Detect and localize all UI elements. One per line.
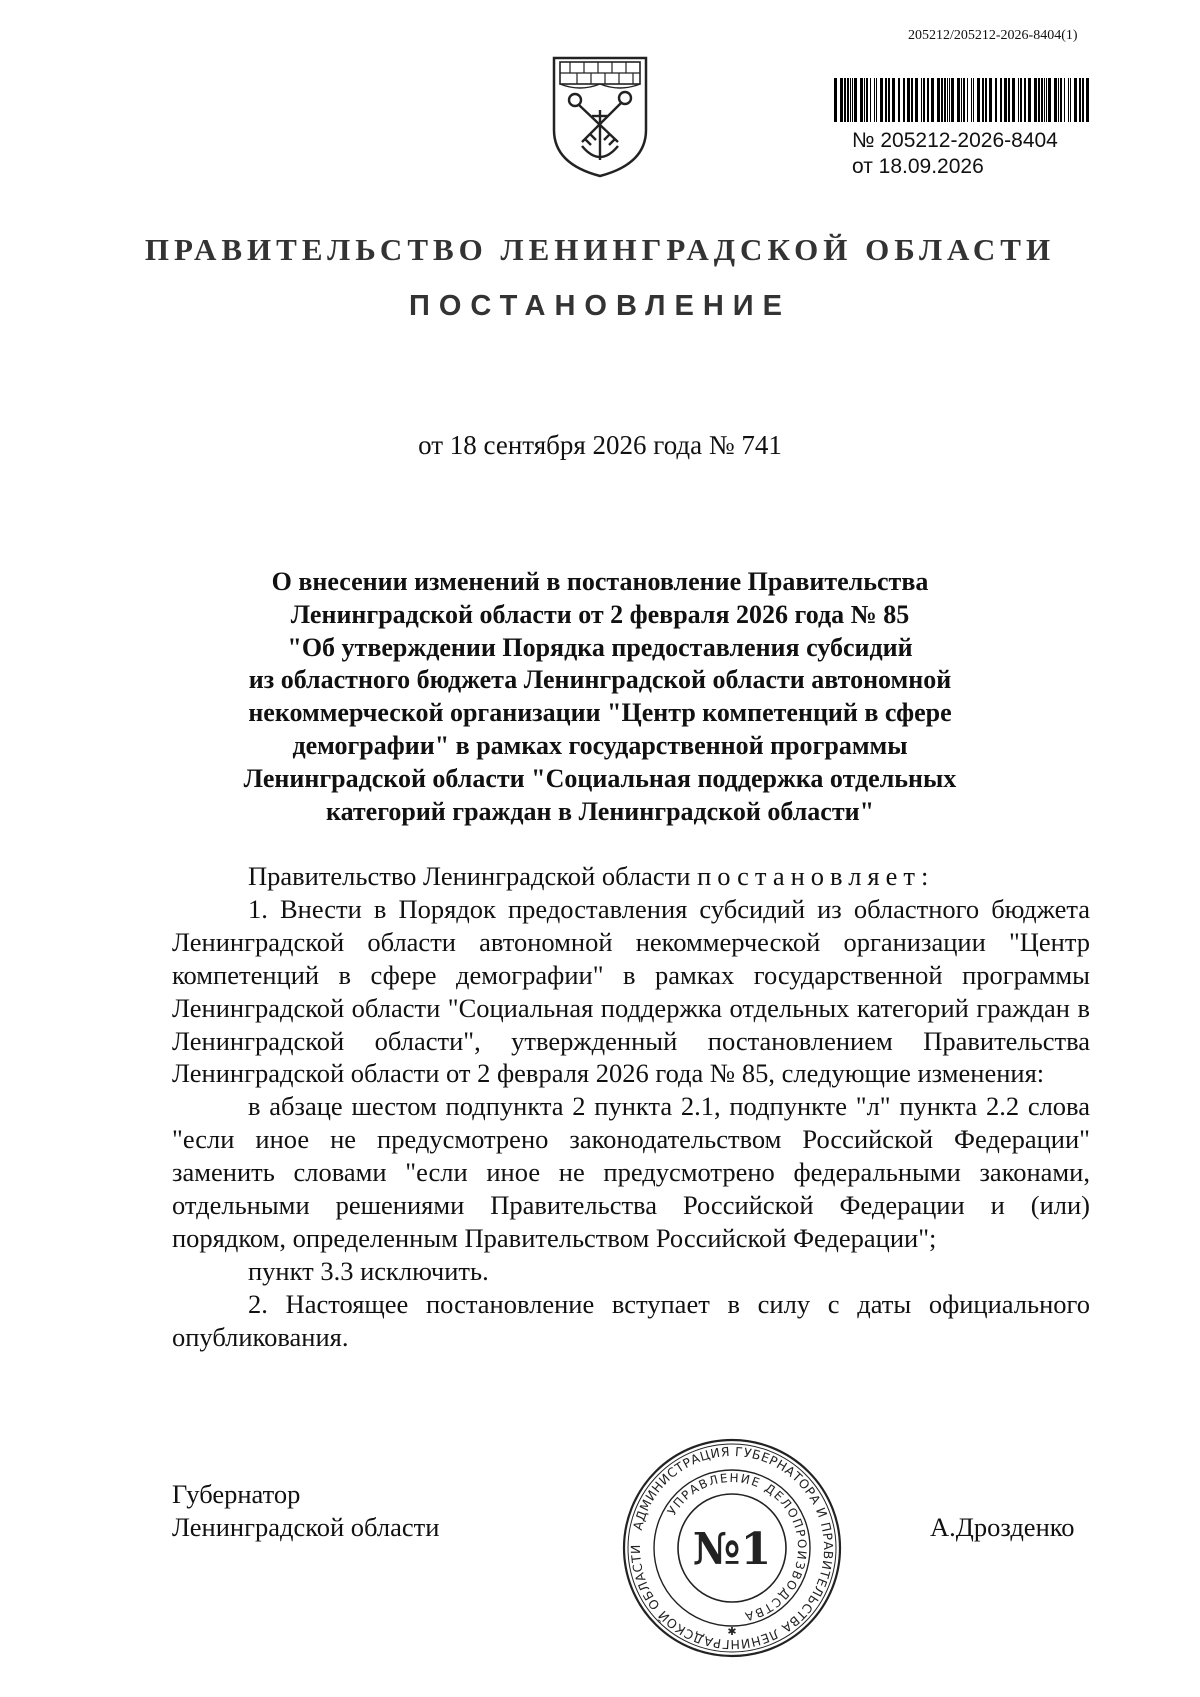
subject-line: категорий граждан в Ленинградской области" xyxy=(325,796,875,826)
paragraph-amendment: в абзаце шестом подпункта 2 пункта 2.1, подпункте "л" пункта 2.2 слова "если иное не предусмотрено законодательством Российской Федерации" заменить словами "если иное не предусмотрено федеральными законами, отдельными решениями Правительства Российской Федерации и (или) порядком, определенным Правительством Российской Федерации"; xyxy=(172,1091,1090,1253)
decree-date-number: от 18 сентября 2026 года № 741 xyxy=(418,430,782,460)
stamp-inner-text: УПРАВЛЕНИЕ ДЕЛОПРОИЗВОДСТВА xyxy=(664,1470,810,1624)
subject-line: "Об утверждении Порядка предоставления субсидий xyxy=(287,632,913,662)
registration-date: от 18.09.2026 xyxy=(852,155,984,178)
signatory-name: А.Дрозденко xyxy=(930,1512,1075,1542)
decree-body xyxy=(172,860,1090,1354)
registration-number: № 205212-2026-8404 xyxy=(852,129,1058,152)
paragraph-2: 2. Настоящее постановление вступает в силу с даты официального опубликования. xyxy=(172,1288,1090,1352)
decree-subject xyxy=(180,566,1020,828)
paragraph-exclusion: пункт 3.3 исключить. xyxy=(248,1255,489,1286)
subject-line: О внесении изменений в постановление Правительства xyxy=(271,567,929,596)
document-id: 205212/205212-2026-8404(1) xyxy=(908,28,1078,43)
subject-line: Ленинградской области "Социальная поддержка отдельных xyxy=(243,763,957,793)
stamp-center-text: №1 xyxy=(692,1524,772,1575)
barcode-icon xyxy=(834,78,1096,122)
position-line: Ленинградской области xyxy=(172,1512,440,1542)
stamp-outer-text: АДМИНИСТРАЦИЯ ГУБЕРНАТОРА И ПРАВИТЕЛЬСТВА ЛЕНИНГРАДСКОЙ ОБЛАСТИ xyxy=(627,1443,837,1653)
subject-line: из областного бюджета Ленинградской области автономной xyxy=(248,665,952,695)
subject-line: Ленинградской области от 2 февраля 2026 года № 85 xyxy=(290,599,910,629)
preamble-text: Правительство Ленинградской области xyxy=(248,861,691,891)
subject-line: демографии" в рамках государственной программы xyxy=(292,730,908,760)
subject-line: некоммерческой организации "Центр компетенций в сфере xyxy=(248,698,952,728)
official-stamp-icon xyxy=(620,1436,844,1660)
stamp-star-icon: ✱ xyxy=(727,1625,737,1638)
decree-word: постановляет: xyxy=(697,861,935,891)
document-type: ПОСТАНОВЛЕНИЕ xyxy=(409,290,791,322)
coat-of-arms-icon xyxy=(548,52,652,180)
government-title: ПРАВИТЕЛЬСТВО ЛЕНИНГРАДСКОЙ ОБЛАСТИ xyxy=(144,232,1056,267)
preamble xyxy=(172,860,1090,893)
signatory-position xyxy=(172,1478,439,1544)
position-line: Губернатор xyxy=(172,1479,301,1509)
paragraph-1: 1. Внести в Порядок предоставления субсидий из областного бюджета Ленинградской области автономной некоммерческой организации "Центр компетенций в сфере демографии" в рамках государственной программы Ленинградской области "Социальная поддержка отдельных категорий граждан в Ленинградской области", утвержденный постановлением Правительства Ленинградской области от 2 февраля 2026 года № 85, следующие изменения: xyxy=(172,893,1090,1089)
